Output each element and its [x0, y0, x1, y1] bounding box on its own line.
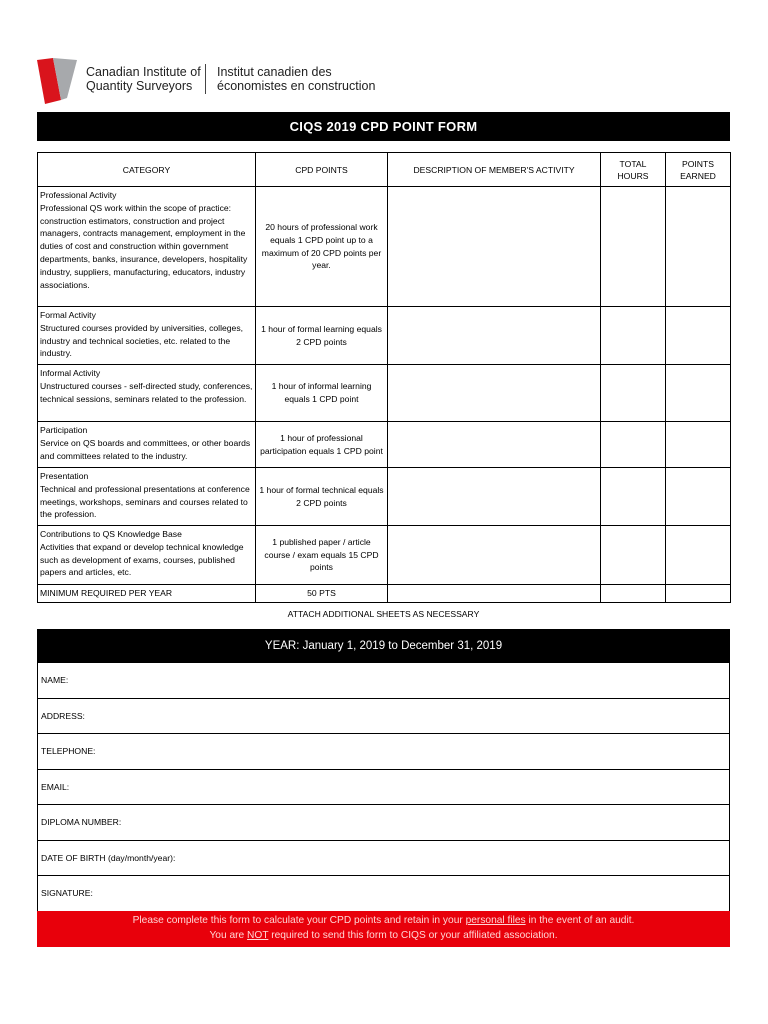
table-header-row: [38, 153, 731, 187]
name-field[interactable]: NAME:: [38, 663, 729, 699]
total-hours-input-cell[interactable]: [601, 307, 666, 365]
telephone-field[interactable]: TELEPHONE:: [38, 734, 729, 770]
header-total-hours: TOTAL HOURS: [601, 153, 666, 187]
description-input-cell[interactable]: [388, 422, 601, 468]
diploma-number-field[interactable]: DIPLOMA NUMBER:: [38, 805, 729, 841]
points-cell: 1 hour of informal learning equals 1 CPD point: [256, 365, 388, 422]
points-earned-input-cell[interactable]: [666, 307, 731, 365]
signature-field[interactable]: SIGNATURE:: [38, 876, 729, 912]
description-input-cell[interactable]: [388, 468, 601, 526]
year-range: January 1, 2019 to December 31, 2019: [302, 640, 503, 652]
category-cell: Presentation Technical and professional presentations at conference meetings, workshops, seminars and courses related to the profession.: [38, 468, 256, 526]
table-row: [38, 187, 731, 307]
header-points-earned: POINTS EARNED: [666, 153, 731, 187]
attach-sheets-note: ATTACH ADDITIONAL SHEETS AS NECESSARY: [287, 609, 480, 619]
minimum-total-hours-cell[interactable]: [601, 585, 666, 603]
table-row: [38, 526, 731, 585]
category-cell: Participation Service on QS boards and committees, or other boards and committees related to the industry.: [38, 422, 256, 468]
total-hours-input-cell[interactable]: [601, 422, 666, 468]
minimum-description-cell: [388, 585, 601, 603]
points-cell: 20 hours of professional work equals 1 CPD point up to a maximum of 20 CPD points per year.: [256, 187, 388, 307]
logo-text-english: Canadian Institute of Quantity Surveyors: [86, 65, 201, 93]
address-field[interactable]: ADDRESS:: [38, 699, 729, 735]
points-cell: 1 hour of formal learning equals 2 CPD points: [256, 307, 388, 365]
category-cell: Professional Activity Professional QS work within the scope of practice: construction estimators, construction and project managers, contracts management, employment in the duties of cost and construction within government departments, banks, insurance, developers, hospitality industry, suppliers, manufacturing, educators, industry associations.: [38, 187, 256, 307]
points-cell: 1 published paper / article course / exam equals 15 CPD points: [256, 526, 388, 585]
table-row: [38, 468, 731, 526]
points-cell: 1 hour of professional participation equals 1 CPD point: [256, 422, 388, 468]
total-hours-input-cell[interactable]: [601, 365, 666, 422]
description-input-cell[interactable]: [388, 526, 601, 585]
member-info-fields: [37, 663, 730, 912]
minimum-points-earned-cell[interactable]: [666, 585, 731, 603]
table-row: [38, 422, 731, 468]
points-cell: 1 hour of formal technical equals 2 CPD points: [256, 468, 388, 526]
email-field[interactable]: EMAIL:: [38, 770, 729, 806]
category-cell: Contributions to QS Knowledge Base Activities that expand or develop technical knowledge such as development of exams, courses, published papers and articles, etc.: [38, 526, 256, 585]
minimum-required-value: 50 PTS: [256, 585, 388, 603]
ciqs-logo: [37, 58, 437, 104]
audit-notice: [37, 911, 730, 947]
logo-divider: [205, 64, 206, 94]
description-input-cell[interactable]: [388, 187, 601, 307]
category-cell: Informal Activity Unstructured courses - self-directed study, conferences, technical sessions, seminars related to the profession.: [38, 365, 256, 422]
description-input-cell[interactable]: [388, 307, 601, 365]
notice-line-2: You are NOT required to send this form to CIQS or your affiliated association.: [209, 930, 558, 941]
notice-line-1: Please complete this form to calculate your CPD points and retain in your personal files in the event of an audit.: [132, 915, 635, 926]
table-row: [38, 307, 731, 365]
description-input-cell[interactable]: [388, 365, 601, 422]
points-earned-input-cell[interactable]: [666, 468, 731, 526]
header-cpd-points: CPD POINTS: [256, 153, 388, 187]
points-earned-input-cell[interactable]: [666, 365, 731, 422]
ciqs-logo-mark-icon: [37, 58, 79, 104]
year-label: YEAR:: [264, 640, 300, 652]
category-cell: Formal Activity Structured courses provided by universities, colleges, industry and technical societies, etc. related to the industry.: [38, 307, 256, 365]
minimum-required-row: [38, 585, 731, 603]
header-description: DESCRIPTION OF MEMBER'S ACTIVITY: [388, 153, 601, 187]
cpd-table: [37, 152, 731, 603]
total-hours-input-cell[interactable]: [601, 526, 666, 585]
header-category: CATEGORY: [38, 153, 256, 187]
date-of-birth-field[interactable]: DATE OF BIRTH (day/month/year):: [38, 841, 729, 877]
points-earned-input-cell[interactable]: [666, 422, 731, 468]
total-hours-input-cell[interactable]: [601, 468, 666, 526]
table-row: [38, 365, 731, 422]
points-earned-input-cell[interactable]: [666, 187, 731, 307]
year-banner: [37, 629, 730, 663]
total-hours-input-cell[interactable]: [601, 187, 666, 307]
logo-text-french: Institut canadien des économistes en construction: [217, 65, 376, 93]
form-title: CIQS 2019 CPD POINT FORM: [37, 112, 730, 141]
minimum-required-label: MINIMUM REQUIRED PER YEAR: [38, 585, 256, 603]
points-earned-input-cell[interactable]: [666, 526, 731, 585]
